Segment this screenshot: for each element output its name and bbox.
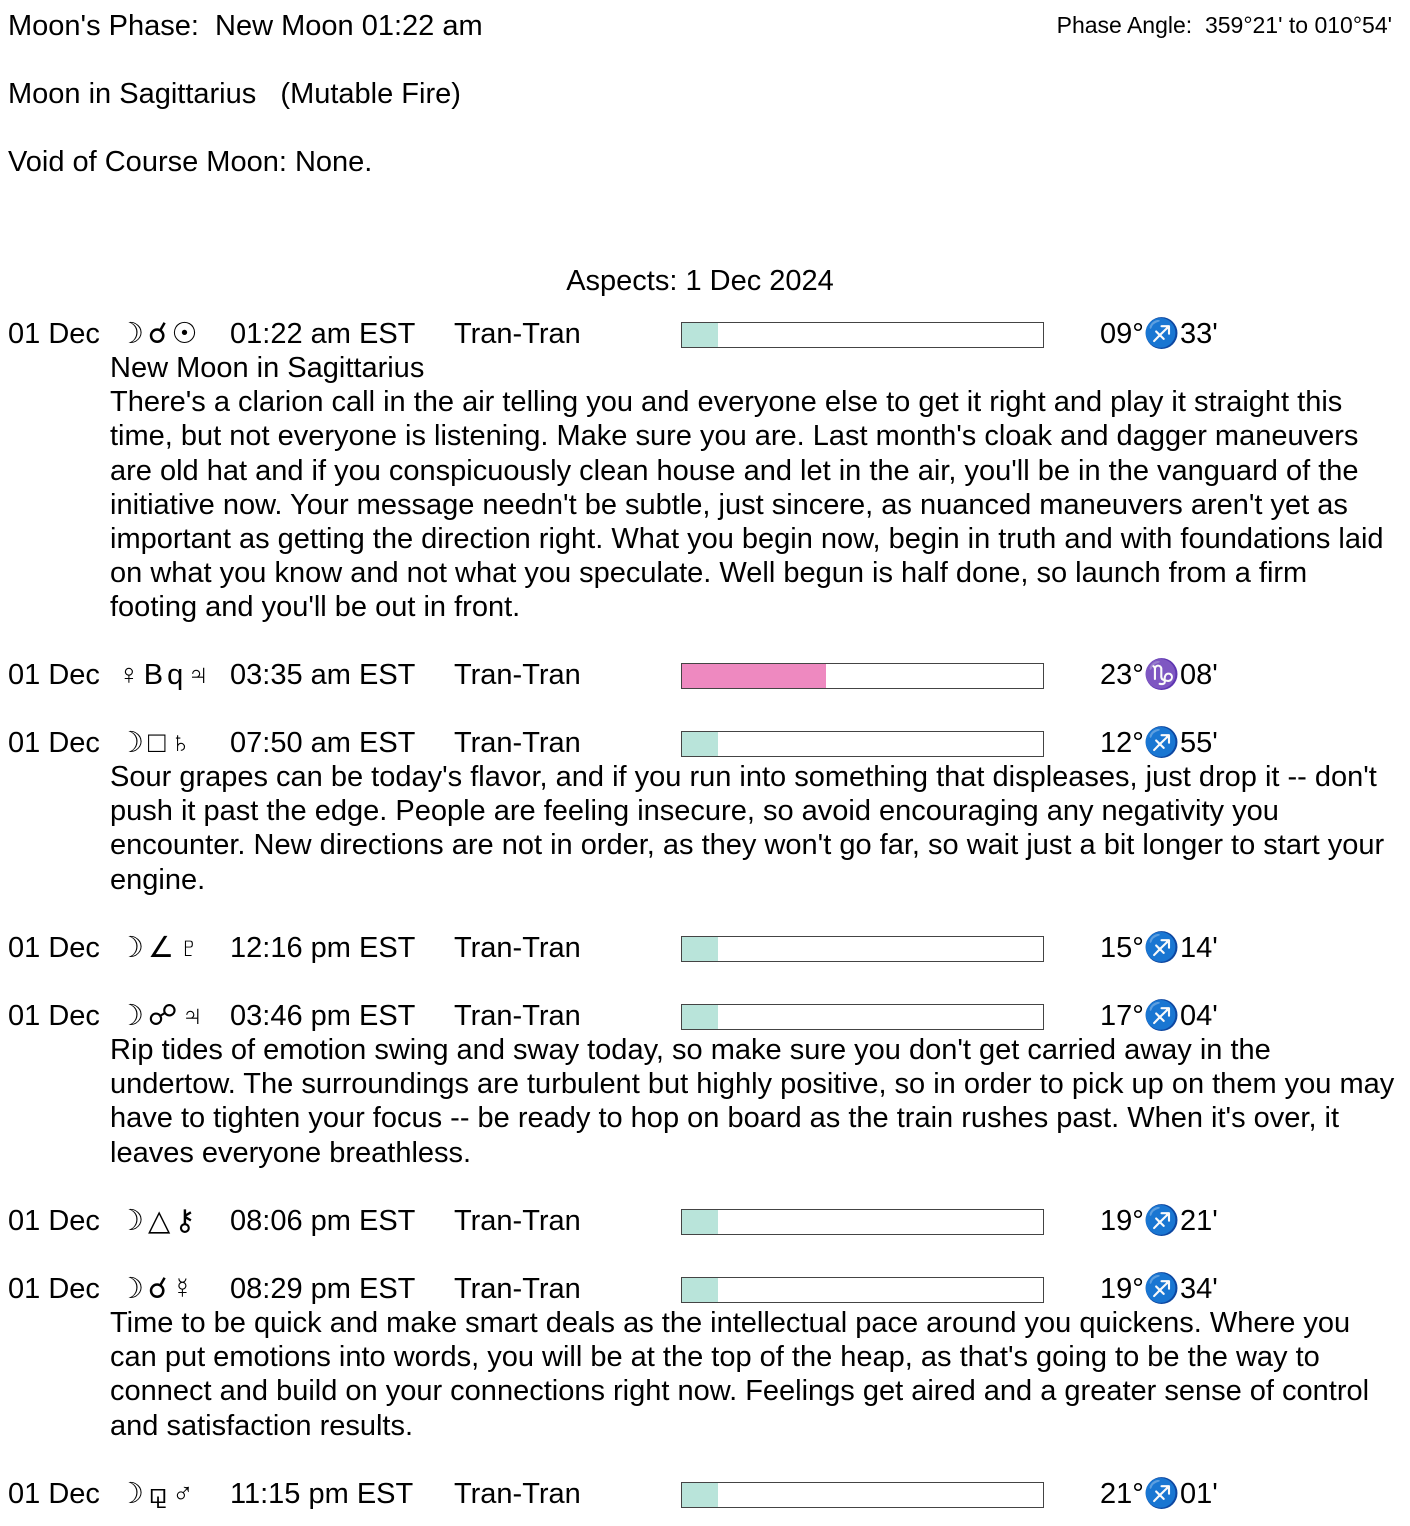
aspect-title: New Moon in Sagittarius (110, 352, 425, 384)
aspect-description (110, 1033, 1395, 1170)
strength-fill (682, 732, 718, 756)
aspect-entry (0, 1204, 1410, 1238)
aspect-glyphs: ☽☌☿ (118, 1273, 198, 1305)
aspect-type: Tran-Tran (454, 1273, 581, 1305)
aspect-entry (0, 658, 1410, 692)
aspect-time: 11:15 pm EST (230, 1478, 414, 1510)
strength-fill (682, 937, 718, 961)
aspect-date: 01 Dec (8, 727, 100, 759)
aspect-entry (0, 1477, 1410, 1511)
strength-bar (681, 1209, 1044, 1235)
aspect-degree: 12°♐55' (1100, 727, 1218, 759)
aspect-degree: 09°♐33' (1100, 318, 1218, 350)
strength-fill (682, 1210, 718, 1234)
moon-phase: Moon's Phase: New Moon 01:22 am (8, 10, 483, 42)
aspect-date: 01 Dec (8, 318, 100, 350)
aspect-type: Tran-Tran (454, 932, 581, 964)
strength-bar (681, 1277, 1044, 1303)
aspect-entry (0, 1272, 1410, 1443)
aspect-glyphs: ☽☌☉ (118, 318, 202, 350)
aspect-date: 01 Dec (8, 1000, 100, 1032)
moon-sign: Moon in Sagittarius (Mutable Fire) (8, 78, 461, 110)
aspect-description (110, 1306, 1395, 1443)
strength-fill (682, 1005, 718, 1029)
aspect-row (0, 658, 1410, 692)
strength-fill (682, 323, 718, 347)
strength-fill (682, 1483, 718, 1507)
aspect-degree: 19°♐21' (1100, 1205, 1218, 1237)
aspect-entry (0, 999, 1410, 1170)
aspect-row (0, 1477, 1410, 1511)
aspect-text: Sour grapes can be today's flavor, and if you run into something that displeases, just drop it -- don't push it past the edge. People are feeling insecure, so avoid encouraging any negativity you encounter. New directions are not in order, as they won't go far, so wait just a bit longer to start your engine. (110, 761, 1385, 896)
aspect-time: 03:46 pm EST (230, 1000, 416, 1032)
strength-fill (682, 1278, 718, 1302)
aspect-time: 08:06 pm EST (230, 1205, 416, 1237)
aspect-entry (0, 931, 1410, 965)
aspect-row (0, 317, 1410, 351)
strength-fill (682, 664, 826, 688)
aspect-glyphs: ☽⚼♂ (118, 1478, 198, 1510)
aspect-glyphs: ☽∠♇ (118, 932, 204, 964)
aspect-degree: 23°♑08' (1100, 659, 1218, 691)
aspect-row (0, 1204, 1410, 1238)
aspect-degree: 21°♐01' (1100, 1478, 1218, 1510)
aspect-text: Time to be quick and make smart deals as the intellectual pace around you quickens. Where you can put emotions into words, you will be at the top of the heap, as that's going to be the way to connect and build on your connections right now. Feelings get aired and a greater sense of control and satisfaction results. (110, 1307, 1370, 1442)
aspect-type: Tran-Tran (454, 727, 581, 759)
aspect-glyphs: ☽☍♃ (118, 1000, 208, 1032)
aspect-type: Tran-Tran (454, 318, 581, 350)
aspect-entry (0, 726, 1410, 897)
aspects-title: Aspects: 1 Dec 2024 (566, 265, 834, 297)
aspect-date: 01 Dec (8, 1205, 100, 1237)
aspect-type: Tran-Tran (454, 659, 581, 691)
aspect-degree: 17°♐04' (1100, 1000, 1218, 1032)
void-of-course: Void of Course Moon: None. (8, 146, 373, 178)
aspect-glyphs: ☽△⚷ (118, 1205, 200, 1237)
aspect-time: 01:22 am EST (230, 318, 416, 350)
strength-bar (681, 1482, 1044, 1508)
strength-bar (681, 663, 1044, 689)
aspect-date: 01 Dec (8, 1478, 100, 1510)
aspect-time: 07:50 am EST (230, 727, 416, 759)
aspect-glyphs: ☽□♄ (118, 727, 196, 759)
aspect-type: Tran-Tran (454, 1205, 581, 1237)
aspect-degree: 19°♐34' (1100, 1273, 1218, 1305)
aspect-row (0, 931, 1410, 965)
aspect-date: 01 Dec (8, 1273, 100, 1305)
strength-bar (681, 936, 1044, 962)
aspect-type: Tran-Tran (454, 1478, 581, 1510)
aspect-row (0, 999, 1410, 1033)
aspect-time: 12:16 pm EST (230, 932, 416, 964)
aspect-description (110, 760, 1395, 897)
aspect-row (0, 1272, 1410, 1306)
aspect-date: 01 Dec (8, 932, 100, 964)
strength-bar (681, 322, 1044, 348)
aspect-row (0, 726, 1410, 760)
aspect-text: There's a clarion call in the air telling you and everyone else to get it right and play it straight this time, but not everyone is listening. Make sure you are. Last month's cloak and dagger maneuvers are old hat and if you conspicuously clean house and let in the air, you'll be in the vanguard of the initiative now. Your message needn't be subtle, just sincere, as nuanced maneuvers aren't yet as important as getting the direction right. What you begin now, begin in truth and with foundations laid on what you know and not what you speculate. Well begun is half done, so launch from a firm footing and you'll be out in front. (110, 386, 1384, 624)
aspect-text: Rip tides of emotion swing and sway today, so make sure you don't get carried away in the undertow. The surroundings are turbulent but highly positive, so in order to pick up on them you may have to tighten your focus -- be ready to hop on board as the train rushes past. When it's over, it leaves everyone breathless. (110, 1034, 1395, 1169)
aspect-time: 08:29 pm EST (230, 1273, 416, 1305)
aspect-degree: 15°♐14' (1100, 932, 1218, 964)
aspect-time: 03:35 am EST (230, 659, 416, 691)
aspect-entry (0, 317, 1410, 625)
aspect-date: 01 Dec (8, 659, 100, 691)
aspect-glyphs: ♀Bq♃ (118, 659, 213, 691)
aspect-description (110, 351, 1395, 625)
strength-bar (681, 731, 1044, 757)
aspect-type: Tran-Tran (454, 1000, 581, 1032)
strength-bar (681, 1004, 1044, 1030)
phase-angle: Phase Angle: 359°21' to 010°54' (1056, 12, 1392, 38)
